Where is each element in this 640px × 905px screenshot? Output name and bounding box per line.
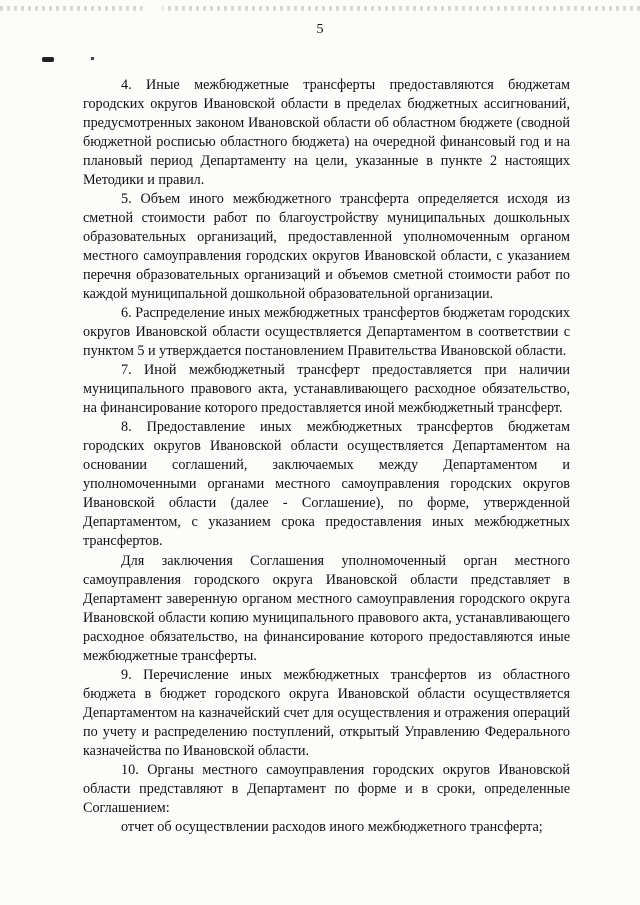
paragraph-8: 8. Предоставление иных межбюджетных трансфертов бюджетам городских округов Ивановской области осуществляется Департаментом на основании соглашений, заключаемых между Департаментом и уполномоченными органами местного самоуправления городских округов Ивановской области (далее - Соглашение), по форме, утвержденной Департаментом, с указанием срока предоставления иных межбюджетных трансфертов.: [83, 419, 570, 549]
paragraph-10: 10. Органы местного самоуправления городских округов Ивановской области представляют в Департамент по форме и в сроки, определенные Соглашением:: [83, 762, 570, 816]
paragraph-6: 6. Распределение иных межбюджетных трансфертов бюджетам городских округов Ивановской области осуществляется Департаментом в соответствии с пунктом 5 и утверждается постановлением Правительства Ивановской области.: [83, 305, 570, 359]
document-body: [83, 76, 570, 837]
paragraph-4: 4. Иные межбюджетные трансферты предоставляются бюджетам городских округов Ивановской области в пределах бюджетных ассигнований, предусмотренных законом Ивановской области об областном бюджете (сводной бюджетной росписью областного бюджета) на очередной финансовый год и на плановый период Департаменту на цели, указанные в пункте 2 настоящих Методики и правил.: [83, 77, 570, 188]
paragraph-5: 5. Объем иного межбюджетного трансферта определяется исходя из сметной стоимости работ по благоустройству муниципальных дошкольных образовательных организаций, предоставленной уполномоченным органом местного самоуправления городских округов Ивановской области, с указанием перечня образовательных организаций и объемов сметной стоимости работ по каждой муниципальной дошкольной образовательной организации.: [83, 191, 570, 302]
paragraph-9: 9. Перечисление иных межбюджетных трансфертов из областного бюджета в бюджет городского округа Ивановской области осуществляется Департаментом на казначейский счет для осуществления и отражения операций по учету и распределению поступлений, открытый Управлению Федерального казначейства по Ивановской области.: [83, 667, 570, 759]
paragraph-8-continued: Для заключения Соглашения уполномоченный орган местного самоуправления городского округа Ивановской области представляет в Департамент заверенную органом местного самоуправления городского округа Ивановской области копию муниципального правового акта, устанавливающего расходное обязательство, на финансирование которого предоставляются иные межбюджетные трансферты.: [83, 553, 570, 664]
paragraph-10-item-1: отчет об осуществлении расходов иного межбюджетного трансферта;: [121, 819, 543, 835]
page-number: 5: [316, 22, 324, 37]
scan-mark: [42, 57, 54, 62]
paragraph-7: 7. Иной межбюджетный трансферт предоставляется при наличии муниципального правового акта, устанавливающего расходное обязательство, на финансирование которого предоставляется иной межбюджетный трансферт.: [83, 362, 570, 416]
scan-header-artifact: [0, 6, 640, 11]
